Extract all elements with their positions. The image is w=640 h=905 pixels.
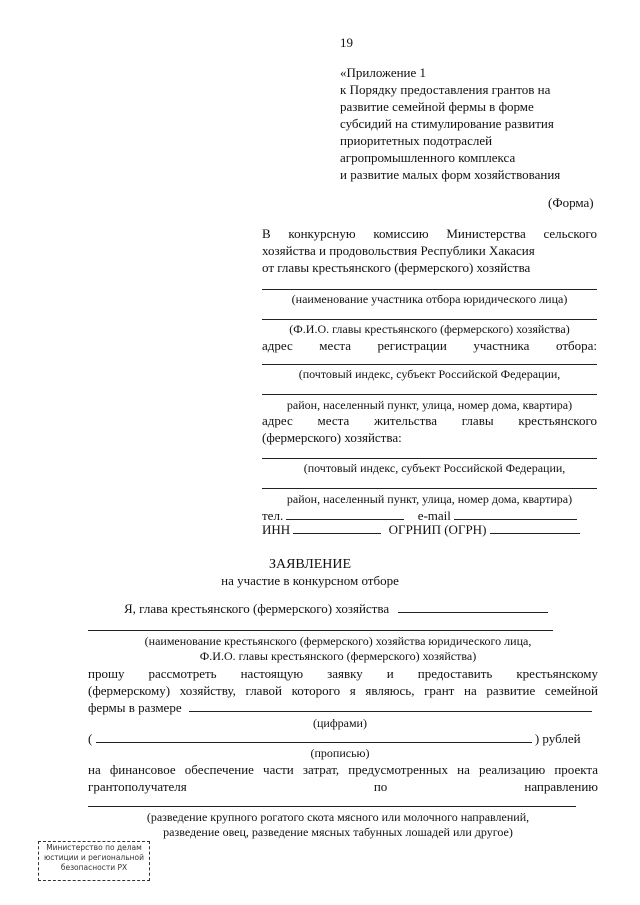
page-number: 19 (340, 35, 353, 50)
hint-words: (прописью) (310, 746, 370, 760)
stamp-line: юстиции и региональной (43, 853, 145, 862)
stamp-line: безопасности РХ (60, 863, 128, 872)
appendix-line: «Приложение 1 (340, 65, 427, 80)
purpose-line-1: на финансовое обеспечение части затрат, предусмотренных на реализацию проекта (88, 762, 598, 777)
intro-text: Я, глава крестьянского (фермерского) хозяйства (124, 601, 390, 616)
document-title: ЗАЯВЛЕНИЕ (268, 557, 352, 572)
request-line-1: прошу рассмотреть настоящую заявку и предоставить крестьянскому (88, 666, 598, 681)
email-field[interactable] (454, 508, 577, 520)
hint-district-2: район, населенный пункт, улица, номер дома, квартира) (286, 492, 573, 506)
reg-address-field-1[interactable] (262, 364, 597, 365)
inn-field[interactable] (293, 522, 381, 534)
purpose-word-a: грантополучателя (88, 779, 187, 794)
res-address-label-1: адрес места жительства главы крестьянского (262, 413, 597, 428)
appendix-line: агропромышленного комплекса (340, 150, 516, 165)
request-line-2: (фермерскому) хозяйству, главой которого я являюсь, грант на развитие семейной (88, 683, 598, 698)
rub-label: ) рублей (534, 731, 581, 746)
hint-district-1: район, населенный пункт, улица, номер дома, квартира) (286, 398, 573, 412)
addressee-line-3: от главы крестьянского (фермерского) хозяйства (262, 260, 531, 275)
appendix-line: к Порядку предоставления грантов на (340, 82, 551, 97)
request-line-3: фермы в размере (88, 700, 182, 715)
reg-address-label: адрес места регистрации участника отбора: (262, 338, 597, 353)
appendix-line: субсидий на стимулирование развития (340, 116, 554, 131)
hint-direction-2: разведение овец, разведение мясных табунных лошадей или другое) (163, 825, 513, 839)
hint-fio: (Ф.И.О. главы крестьянского (фермерского) хозяйства) (289, 322, 570, 336)
hint-farm-1: (наименование крестьянского (фермерского) хозяйства юридического лица, (144, 634, 532, 648)
fio-field[interactable] (262, 319, 597, 320)
addressee-line-1: В конкурсную комиссию Министерства сельского (262, 226, 597, 241)
amount-digits-field[interactable] (189, 700, 592, 712)
stamp-line: Министерство по делам (46, 843, 142, 852)
purpose-line-2 (88, 779, 598, 795)
amount-words-field[interactable] (96, 731, 532, 743)
hint-postal-1: (почтовый индекс, субъект Российской Федерации, (298, 367, 561, 381)
tel-field[interactable] (286, 508, 404, 520)
res-address-field-2[interactable] (262, 488, 597, 489)
appendix-block (340, 64, 560, 183)
appendix-line: приоритетных подотраслей (340, 133, 493, 148)
farm-name-field[interactable] (88, 630, 553, 631)
res-address-label-2: (фермерского) хозяйства: (262, 430, 402, 445)
direction-field[interactable] (88, 806, 576, 807)
ministry-stamp (38, 841, 150, 881)
purpose-word-c: направлению (524, 779, 598, 794)
hint-digits: (цифрами) (313, 716, 367, 730)
hint-farm-2: Ф.И.О. главы крестьянского (фермерского) хозяйства) (199, 649, 477, 663)
purpose-word-b: по (373, 779, 388, 794)
ogrnip-field[interactable] (490, 522, 580, 534)
appendix-line: развитие семейной фермы в форме (340, 99, 534, 114)
email-label: e-mail (417, 508, 451, 523)
amount-row (88, 700, 592, 716)
hint-direction-1: (разведение крупного рогатого скота мясного или молочного направлений, (146, 810, 530, 824)
form-label: (Форма) (548, 195, 594, 210)
hint-org: (наименование участника отбора юридического лица) (291, 292, 568, 306)
org-name-field[interactable] (262, 289, 597, 290)
inn-label: ИНН (262, 522, 291, 537)
paren-open: ( (88, 731, 93, 746)
inn-row (262, 522, 580, 538)
reg-address-field-2[interactable] (262, 394, 597, 395)
res-address-field-1[interactable] (262, 458, 597, 459)
hint-postal-2: (почтовый индекс, субъект Российской Федерации, (303, 461, 566, 475)
ogrnip-label: ОГРНИП (ОГРН) (388, 522, 487, 537)
intro-field[interactable] (398, 601, 548, 613)
appendix-line: и развитие малых форм хозяйствования (340, 167, 561, 182)
addressee-line-2: хозяйства и продовольствия Республики Хакасия (262, 243, 535, 258)
tel-label: тел. (262, 508, 284, 523)
document-subtitle: на участие в конкурсном отборе (221, 573, 399, 588)
intro-row (124, 601, 548, 617)
